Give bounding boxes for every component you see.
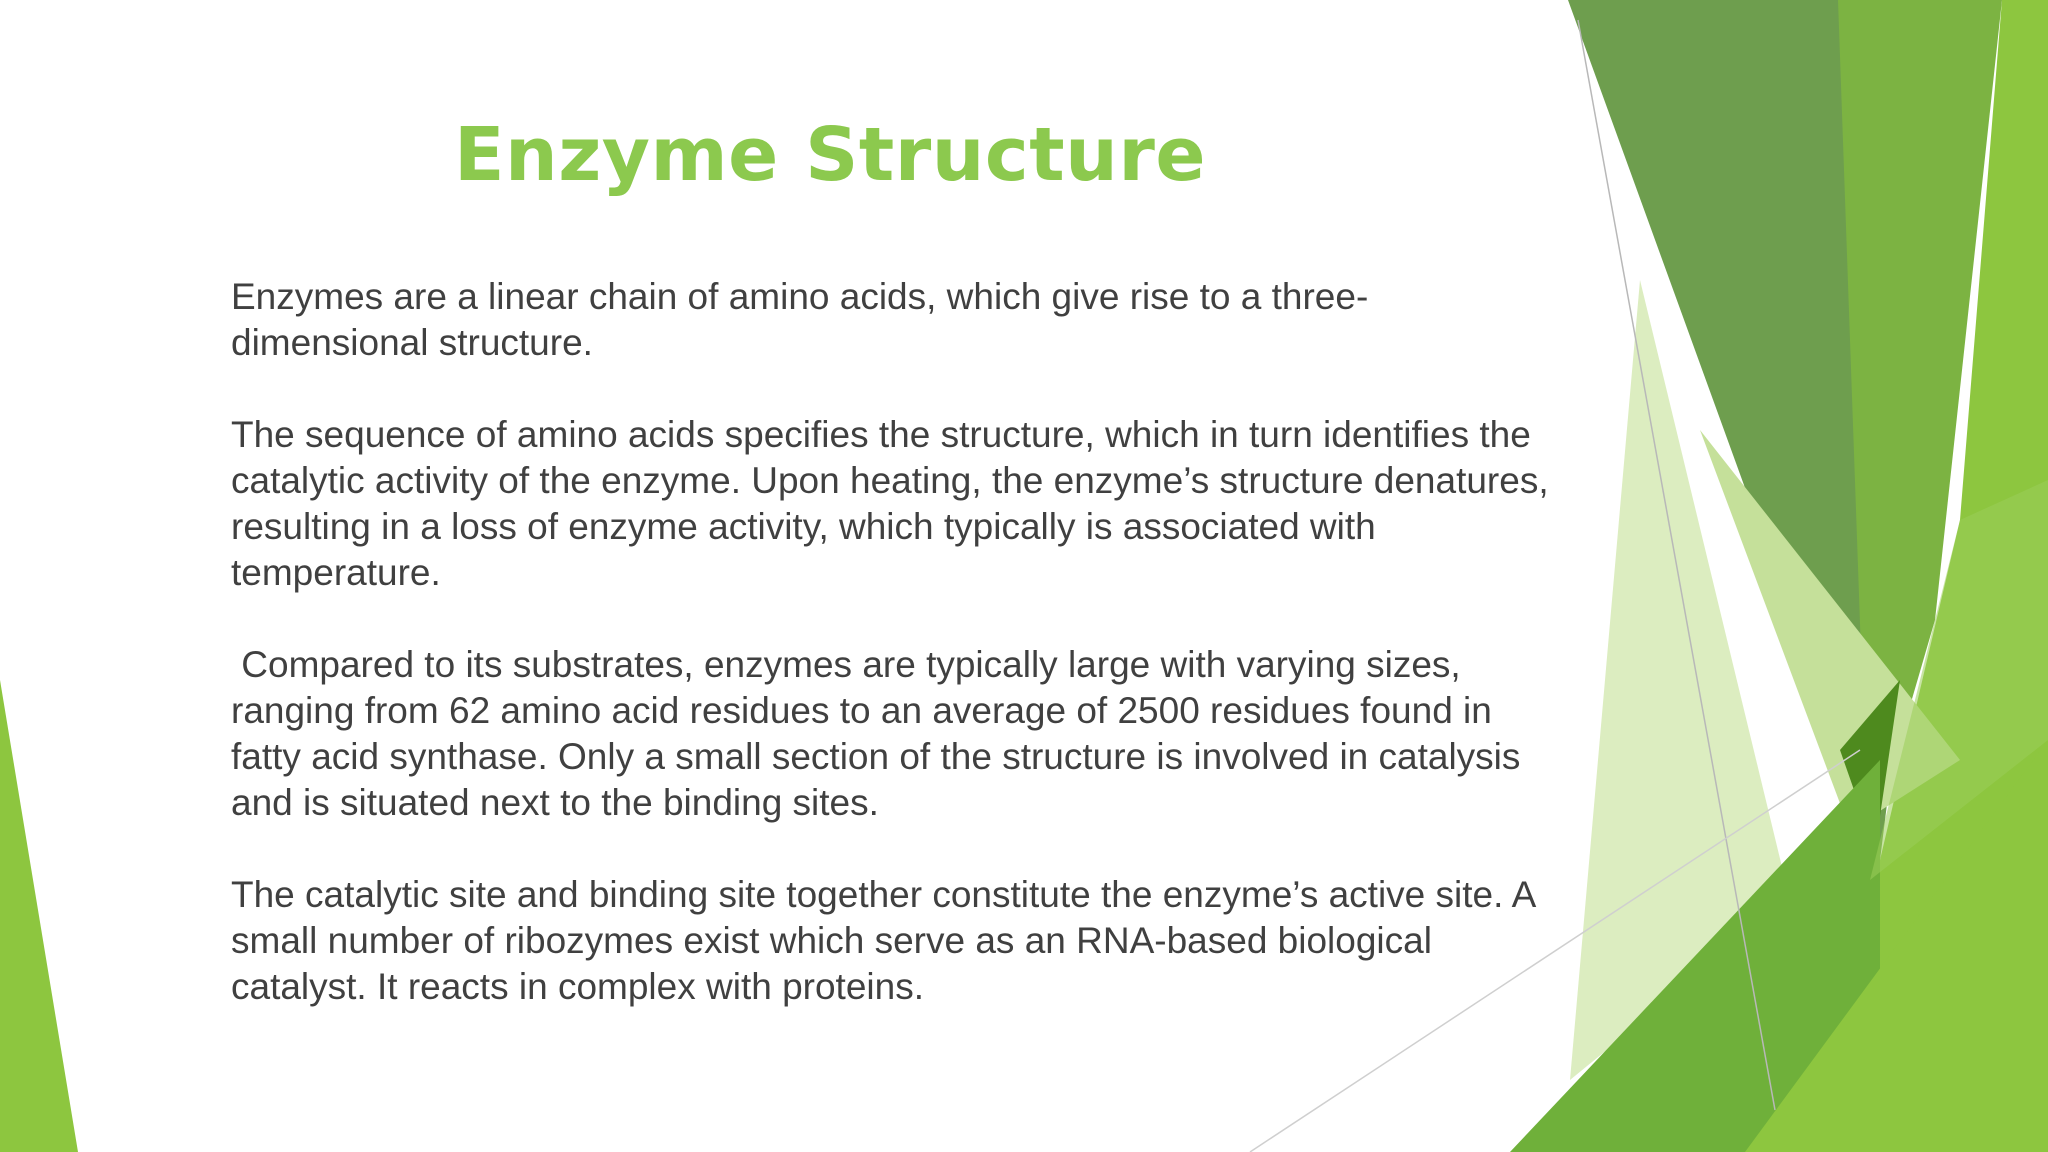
left-green-sliver [0, 680, 78, 1152]
paragraph-amino-sequence: The sequence of amino acids specifies the structure, which in turn identifies the catalytic activity of the enzyme. Upon heating, the enzyme’s structure denatures, resulting in a loss of enzyme activity, which typically is associated with temperature. [231, 414, 1549, 593]
paragraph-enzyme-size: Compared to its substrates, enzymes are typically large with varying sizes, ranging from 62 amino acid residues to an average of 2500 residues found in fatty acid synthase. Only a small section of the structure is involved in catalysis and is situated next to the binding sites. [231, 644, 1521, 823]
slide-title: Enzyme Structure [453, 112, 1207, 198]
paragraph-active-site: The catalytic site and binding site together constitute the enzyme’s active site. A small number of ribozymes exist which serve as an RNA-based biological catalyst. It reacts in complex with proteins. [231, 874, 1537, 1007]
paragraph-enzyme-chain: Enzymes are a linear chain of amino acids, which give rise to a three- dimensional structure. [231, 276, 1369, 363]
slide-body [231, 274, 1611, 1010]
